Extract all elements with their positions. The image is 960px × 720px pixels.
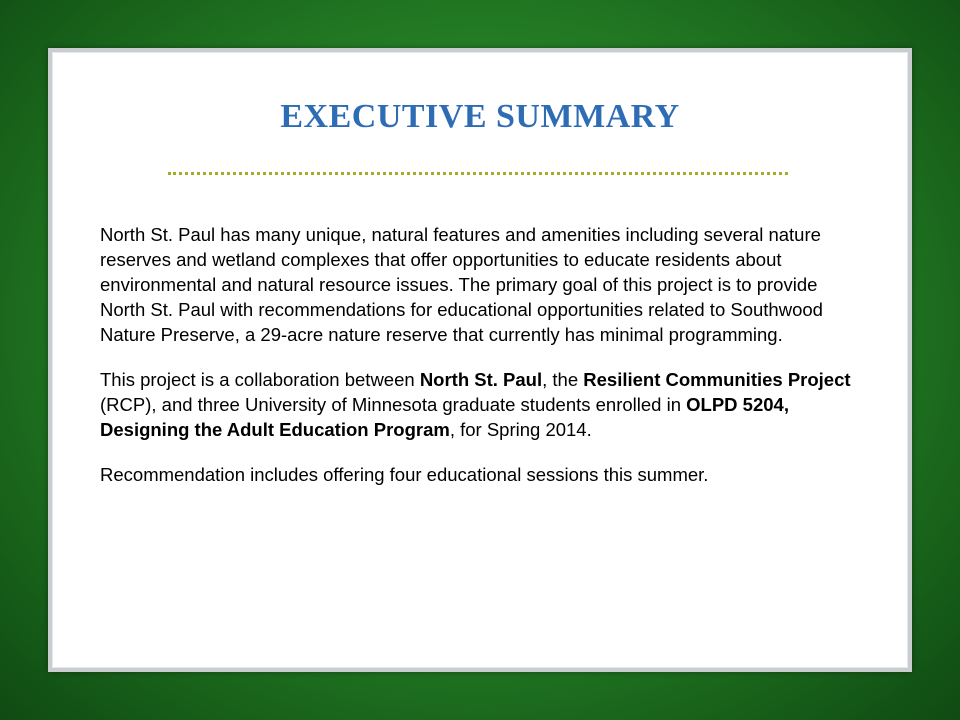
collab-text-1: This project is a collaboration between [100, 369, 420, 390]
collab-text-2: , the [542, 369, 584, 390]
collab-bold-course: OLPD 5204, Designing the Adult Education Program [100, 394, 789, 440]
slide-title: EXECUTIVE SUMMARY [280, 98, 680, 135]
collab-text-3: (RCP), and three University of Minnesota graduate students enrolled in [100, 394, 687, 415]
slide-body [100, 222, 864, 507]
slide-panel [48, 48, 912, 672]
dotted-divider [168, 172, 788, 175]
paragraph-intro: North St. Paul has many unique, natural features and amenities including several nature reserves and wetland complexes that offer opportunities to educate residents about environmental and natural resource issues. The primary goal of this project is to provide North St. Paul with recommendations for educational opportunities related to Southwood Nature Preserve, a 29-acre nature reserve that currently has minimal programming. [100, 224, 823, 345]
paragraph-recommendation: Recommendation includes offering four educational sessions this summer. [100, 464, 709, 485]
collab-bold-rcp: Resilient Communities Project [583, 369, 851, 390]
collab-bold-north-st-paul: North St. Paul [419, 369, 543, 390]
paragraph-collaboration [100, 367, 864, 442]
collab-text-4: , for Spring 2014. [449, 419, 592, 440]
